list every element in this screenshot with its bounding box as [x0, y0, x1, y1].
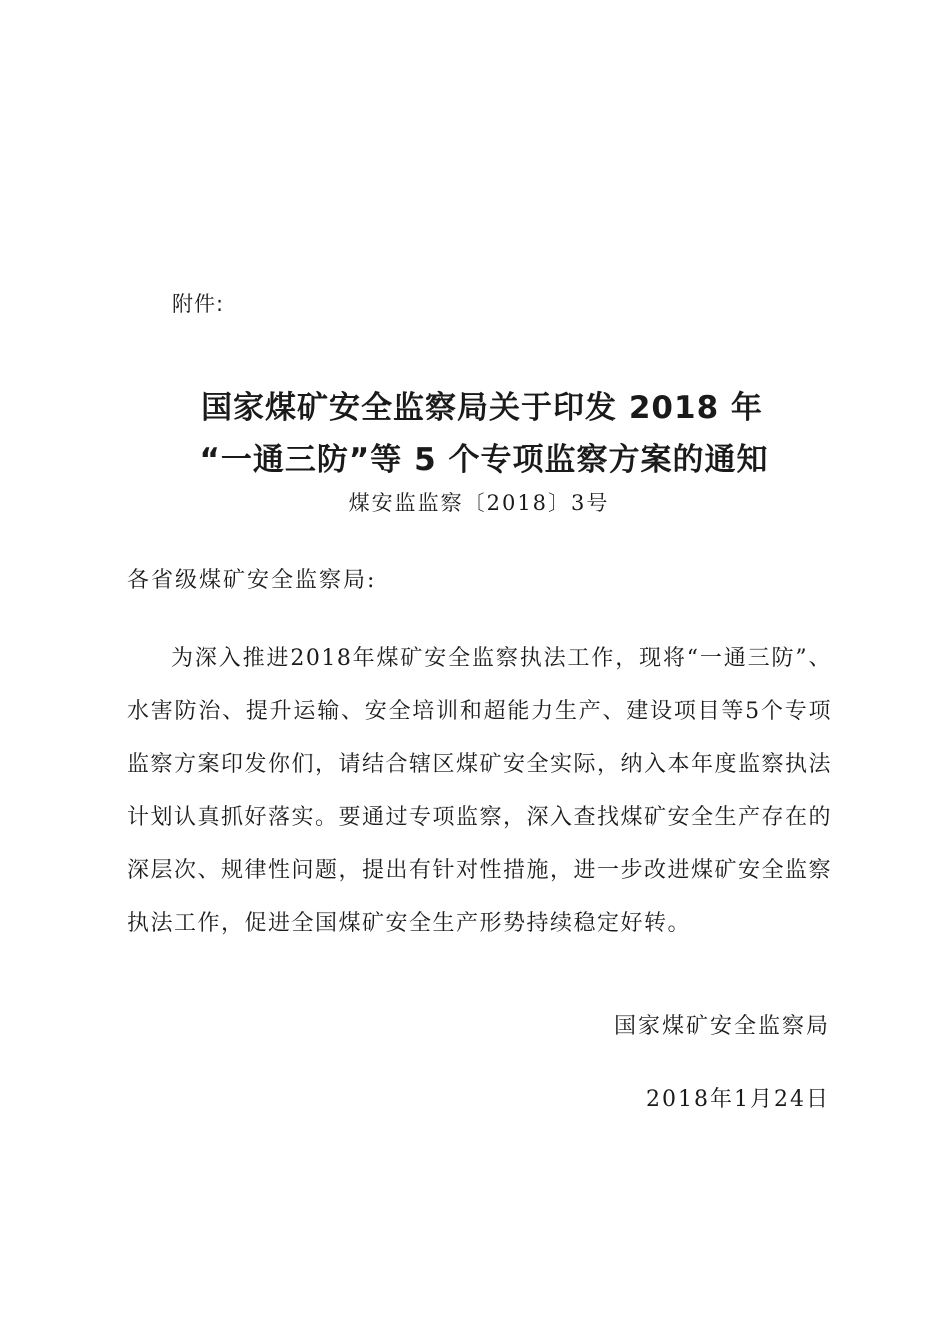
- issue-date: 2018年1月24日: [646, 1087, 830, 1112]
- attachment-label: 附件:: [172, 292, 225, 316]
- salutation: 各省级煤矿安全监察局:: [127, 568, 377, 593]
- document-number: 煤安监监察〔2018〕3号: [348, 491, 610, 515]
- document-title-line-2: “一通三防”等 5 个专项监察方案的通知: [199, 442, 769, 478]
- issuer-signature: 国家煤矿安全监察局: [613, 1014, 830, 1039]
- body-paragraph: 为深入推进2018年煤矿安全监察执法工作，现将“一通三防”、水害防治、提升运输、安全培训和超能力生产、建设项目等5个专项监察方案印发你们，请结合辖区煤矿安全实际，纳入本年度监察执法计划认真抓好落实。要通过专项监察，深入查找煤矿安全生产存在的深层次、规律性问题，提出有针对性措施，进一步改进煤矿安全监察执法工作，促进全国煤矿安全生产形势持续稳定好转。: [127, 646, 833, 936]
- document-title-line-1: 国家煤矿安全监察局关于印发 2018 年: [201, 390, 763, 426]
